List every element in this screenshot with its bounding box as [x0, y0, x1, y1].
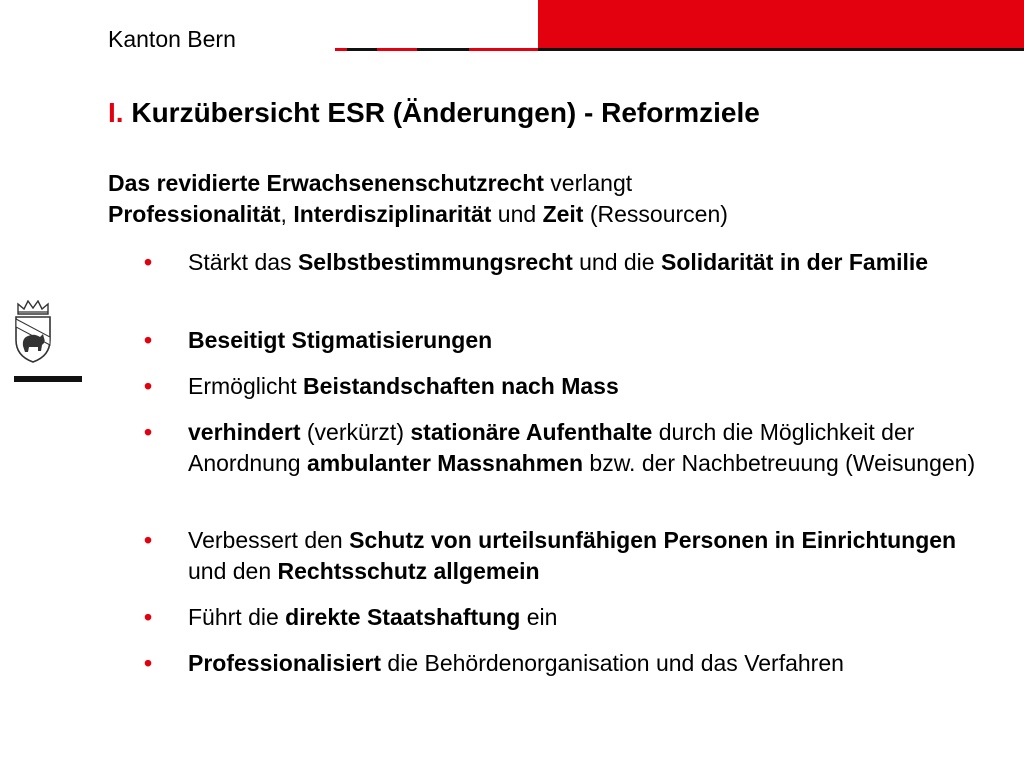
- bullet-bold: Schutz von urteilsunfähigen Personen in Einrichtungen: [349, 527, 957, 553]
- title-number: I.: [108, 97, 124, 128]
- bullet-text: Stärkt das: [188, 249, 298, 275]
- bullet-text: bzw. der Nachbetreuung (Weisungen): [583, 450, 976, 476]
- list-item: [144, 525, 984, 587]
- list-item: [144, 648, 984, 710]
- list-item: [144, 371, 984, 402]
- intro-text: verlangt: [543, 170, 633, 196]
- intro-text: (Ressourcen): [583, 201, 728, 227]
- header-stripe: [335, 48, 347, 51]
- bullet-bold: verhindert: [188, 419, 301, 445]
- list-item: [144, 417, 984, 510]
- intro-paragraph: [108, 168, 928, 230]
- side-divider: [14, 376, 82, 382]
- bullet-text: (verkürzt): [300, 419, 411, 445]
- intro-text: ,: [280, 201, 294, 227]
- list-item: [144, 602, 984, 633]
- bullet-bold: Rechtsschutz allgemein: [277, 558, 540, 584]
- bullet-bold: Professionalisiert: [188, 650, 382, 676]
- bullet-icon: •: [144, 249, 153, 275]
- bullet-icon: •: [144, 604, 153, 630]
- intro-line-1: [108, 168, 928, 199]
- header-red-band: [538, 0, 1024, 50]
- title-text: Kurzübersicht ESR (Änderungen) - Reformziele: [123, 97, 760, 128]
- bullet-text: durch die Möglichkeit der Anordnung: [188, 419, 915, 476]
- header-stripe: [469, 48, 538, 51]
- intro-bold: Interdisziplinarität: [293, 201, 492, 227]
- intro-bold: Das revidierte Erwachsenenschutzrecht: [108, 170, 544, 196]
- bullet-bold: ambulanter Massnahmen: [306, 450, 584, 476]
- bullet-text: die Behördenorganisation und das Verfahren: [381, 650, 844, 676]
- bullet-bold: stationäre Aufenthalte: [410, 419, 653, 445]
- bullet-text: ein: [520, 604, 558, 630]
- list-item: [144, 247, 984, 310]
- bullet-text: und die: [572, 249, 661, 275]
- bullet-text: Ermöglicht: [188, 373, 304, 399]
- bullet-icon: •: [144, 527, 153, 553]
- header-stripe: [538, 48, 1024, 51]
- header-stripe: [417, 48, 469, 51]
- bullet-text: Verbessert den: [188, 527, 350, 553]
- bullet-icon: •: [144, 419, 153, 445]
- bullet-bold: Solidarität in der Familie: [660, 249, 929, 275]
- bullet-bold: Beistandschaften nach Mass: [303, 373, 619, 399]
- slide-title: [108, 97, 760, 129]
- bullet-text: und den: [188, 558, 278, 584]
- bullet-icon: •: [144, 650, 153, 676]
- intro-line-2: [108, 199, 928, 230]
- intro-bold: Zeit: [542, 201, 584, 227]
- header-stripe: [347, 48, 377, 51]
- org-name: Kanton Bern: [108, 26, 236, 52]
- bullet-icon: •: [144, 373, 153, 399]
- intro-bold: Professionalität: [108, 201, 281, 227]
- list-item: [144, 325, 984, 356]
- bern-coat-of-arms-icon: [14, 300, 52, 364]
- reform-goals-list: [144, 247, 984, 710]
- bullet-bold: Selbstbestimmungsrecht: [297, 249, 573, 275]
- bullet-icon: •: [144, 327, 153, 353]
- header-stripe: [377, 48, 417, 51]
- bullet-text: Führt die: [188, 604, 286, 630]
- intro-text: und: [491, 201, 543, 227]
- bullet-bold: Beseitigt Stigmatisierungen: [188, 327, 493, 353]
- bullet-bold: direkte Staatshaftung: [285, 604, 521, 630]
